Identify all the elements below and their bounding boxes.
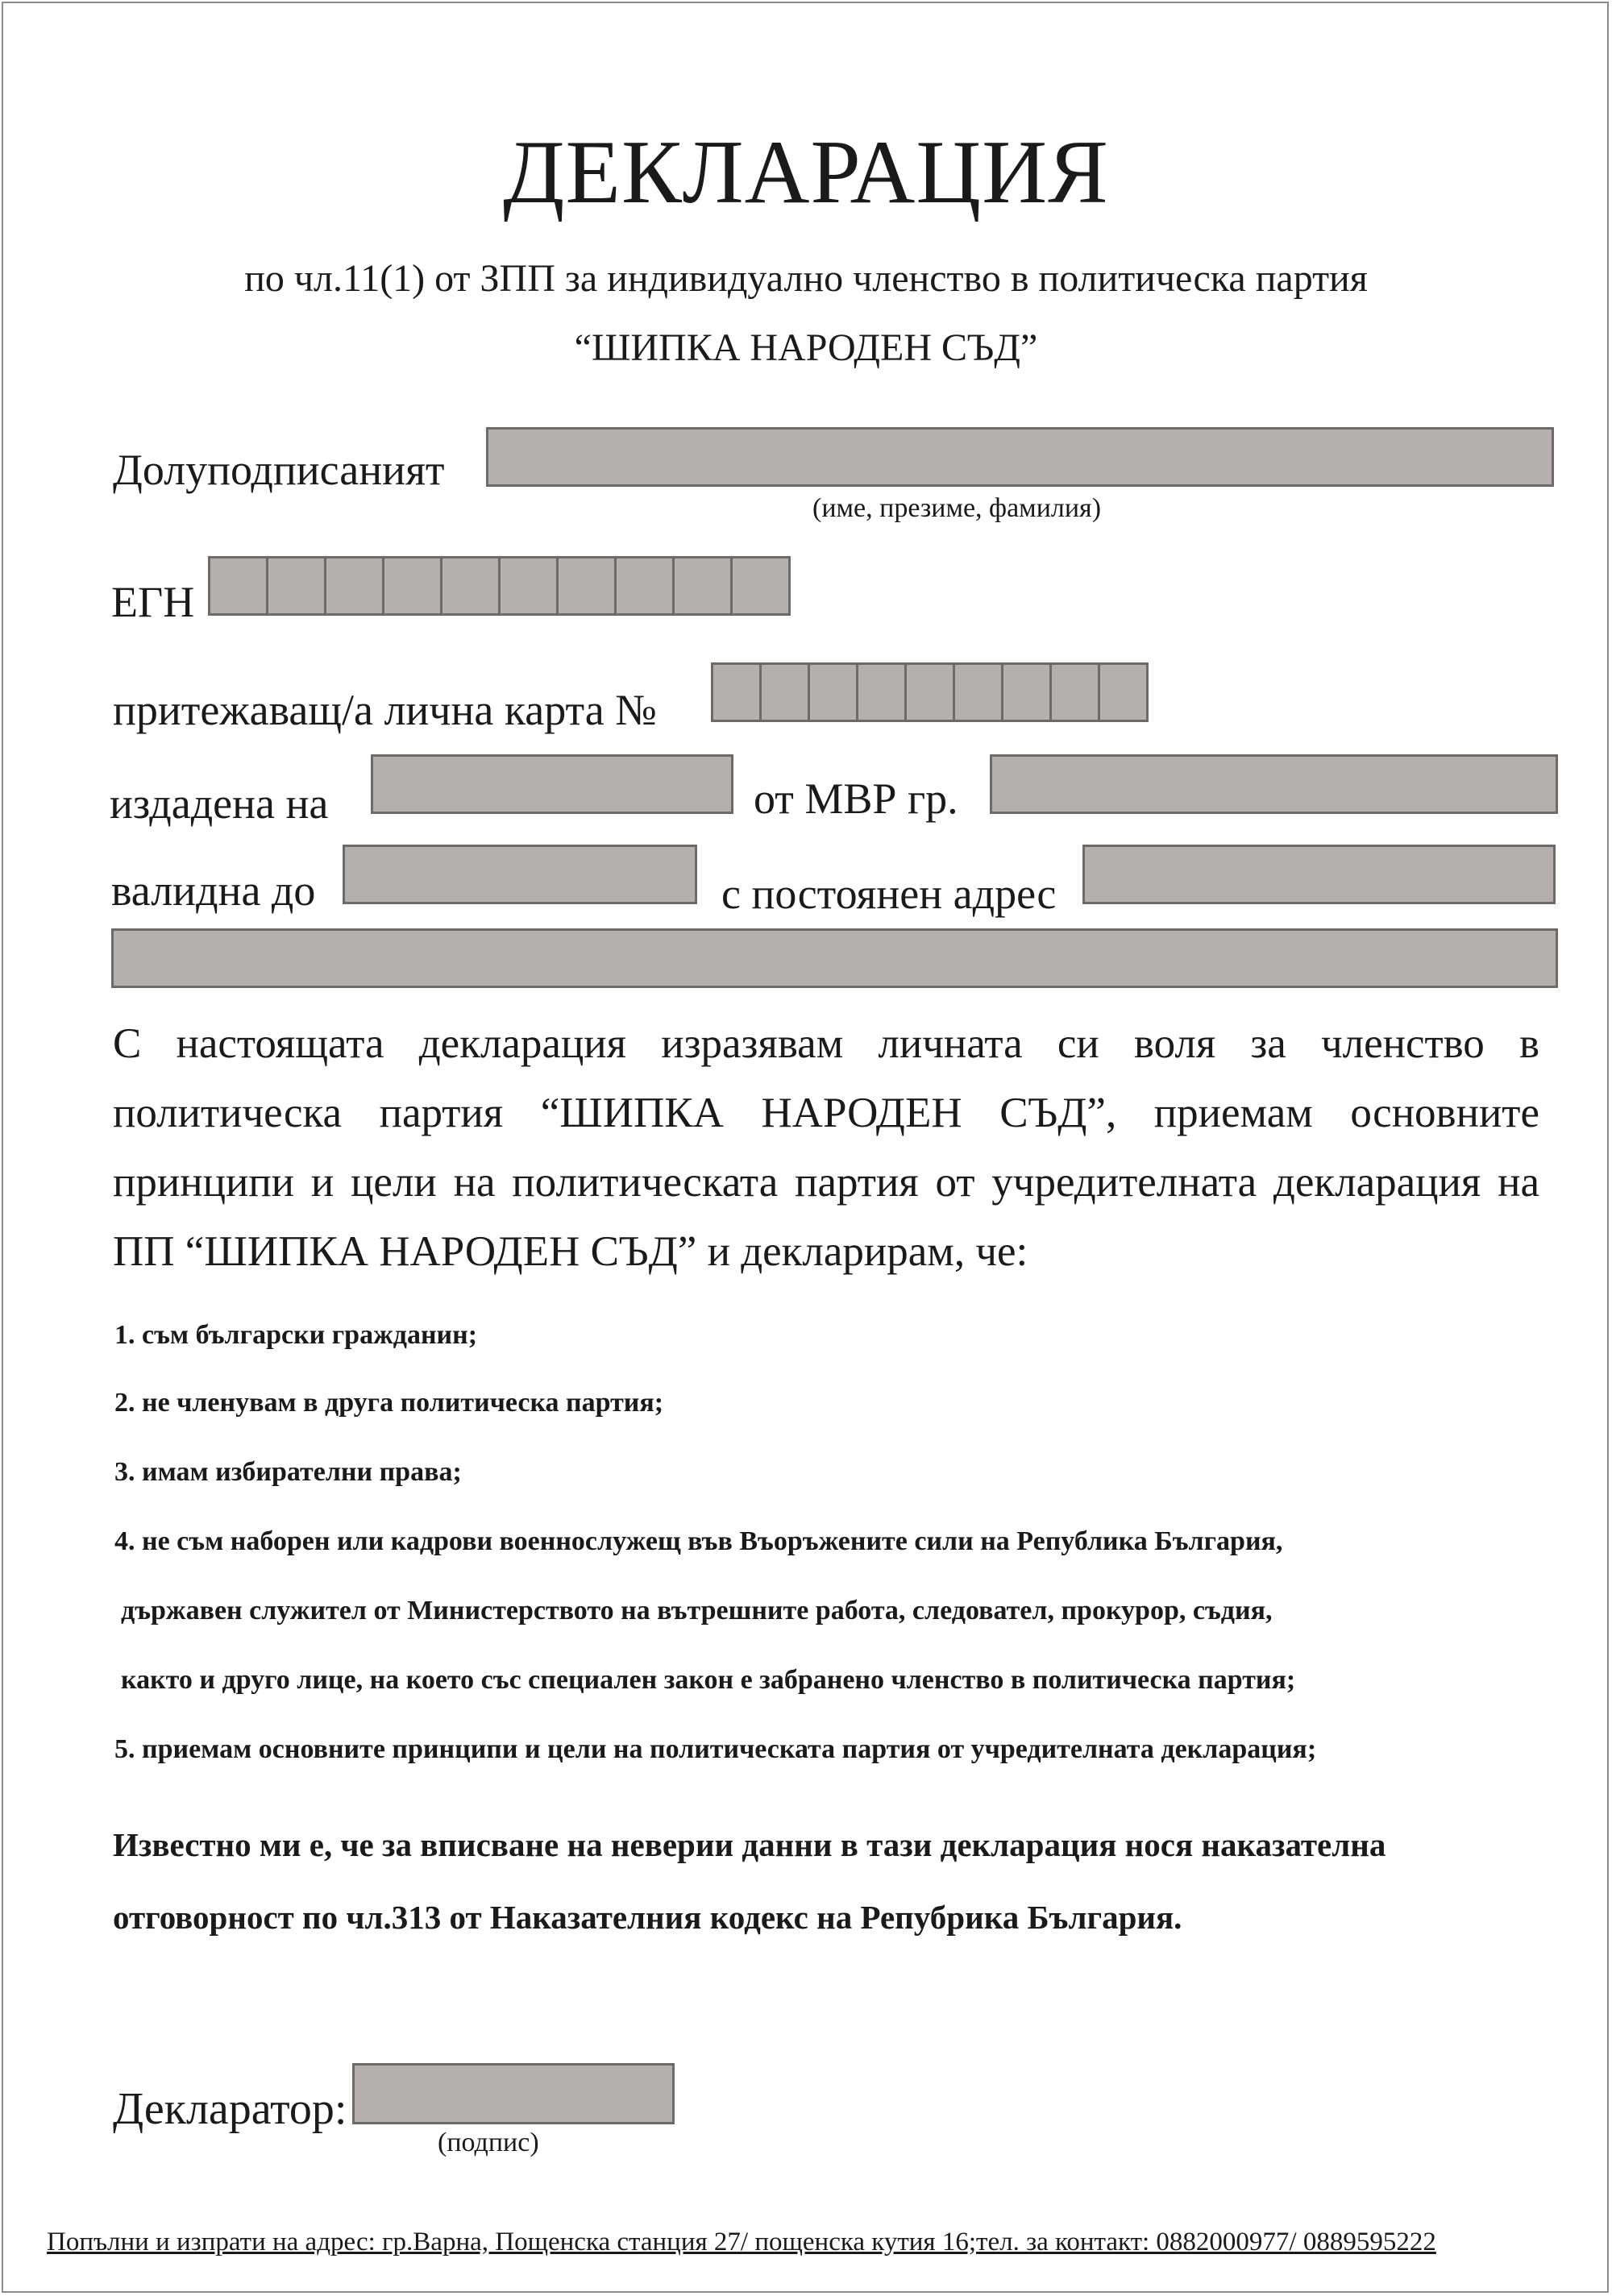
address-label: с постоянен адрес <box>721 870 1057 918</box>
id-card-digit-box-1[interactable] <box>711 662 762 722</box>
egn-label: ЕГН <box>111 578 195 626</box>
address-field[interactable] <box>1082 845 1556 904</box>
id-card-digit-box-6[interactable] <box>953 662 1003 722</box>
id-card-digit-box-3[interactable] <box>808 662 858 722</box>
issued-on-field[interactable] <box>371 754 733 814</box>
egn-boxes[interactable] <box>208 556 788 616</box>
full-name-field[interactable] <box>486 427 1554 487</box>
egn-digit-box-1[interactable] <box>208 556 268 616</box>
valid-until-field[interactable] <box>343 845 697 904</box>
declaration-item-4-line-2: държавен служител от Министерството на вътрешните работа, следовател, прокурор, съдия, <box>121 1596 1273 1625</box>
id-card-digit-box-5[interactable] <box>904 662 955 722</box>
signature-hint: (подпис) <box>438 2128 539 2157</box>
declaration-item-1: 1. съм български гражданин; <box>114 1320 478 1350</box>
footer-contact: Попълни и изпрати на адрес: гр.Варна, Пощенска станция 27/ пощенска кутия 16;тел. за контакт: 0882000977/ 0889595222 <box>47 2227 1436 2257</box>
id-card-digit-box-8[interactable] <box>1049 662 1100 722</box>
egn-digit-box-2[interactable] <box>266 556 326 616</box>
egn-digit-box-7[interactable] <box>556 556 617 616</box>
id-card-digit-box-4[interactable] <box>856 662 907 722</box>
document-subtitle: по чл.11(1) от ЗПП за индивидуално членство в политическа партия <box>244 257 1368 300</box>
mvr-city-field[interactable] <box>990 754 1558 814</box>
issued-on-label: издадена на <box>110 779 329 828</box>
egn-digit-box-4[interactable] <box>382 556 442 616</box>
egn-digit-box-6[interactable] <box>498 556 559 616</box>
party-name: “ШИПКА НАРОДЕН СЪД” <box>574 326 1038 369</box>
declaration-text: С настоящата декларация изразявам личната си воля за членство в политическа партия “ШИПКА НАРОДЕН СЪД”, приемам основните принципи и цели на политическата партия от учредителната декларация на ПП “ШИПКА НАРОДЕН СЪД” и декларирам, че: <box>113 1020 1539 1275</box>
id-card-digit-box-9[interactable] <box>1098 662 1149 722</box>
liability-warning-line-2: отговорност по чл.313 от Наказателния кодекс на Репубрика България. <box>113 1899 1182 1936</box>
valid-until-label: валидна до <box>111 866 316 915</box>
egn-digit-box-8[interactable] <box>614 556 675 616</box>
declaration-item-4: 4. не съм наборен или кадрови военнослужещ във Въоръжените сили на Република България, <box>114 1526 1283 1556</box>
egn-digit-box-9[interactable] <box>672 556 733 616</box>
mvr-city-label: от МВР гр. <box>754 774 958 823</box>
declaration-item-4-line-3: както и друго лице, на което със специален закон е забранено членство в политическа партия; <box>121 1665 1296 1695</box>
declaration-item-5: 5. приемам основните принципи и цели на политическата партия от учредителната декларация; <box>114 1734 1317 1764</box>
undersigned-label: Долуподписаният <box>113 446 445 494</box>
address-field-continued[interactable] <box>111 928 1558 988</box>
id-card-label: притежаващ/а лична карта № <box>113 686 657 734</box>
signature-field[interactable] <box>352 2063 675 2124</box>
id-card-digit-box-7[interactable] <box>1001 662 1052 722</box>
egn-digit-box-3[interactable] <box>324 556 384 616</box>
egn-digit-box-5[interactable] <box>440 556 501 616</box>
id-card-boxes[interactable] <box>711 662 1146 722</box>
declarant-label: Декларатор: <box>113 2084 347 2134</box>
name-hint: (име, презиме, фамилия) <box>812 493 1102 523</box>
declaration-item-3: 3. имам избирателни права; <box>114 1457 462 1487</box>
liability-warning-line-1: Известно ми е, че за вписване на неверии данни в тази декларация нося наказателна <box>113 1826 1386 1863</box>
egn-digit-box-10[interactable] <box>730 556 791 616</box>
id-card-digit-box-2[interactable] <box>759 662 810 722</box>
declaration-item-2: 2. не членувам в друга политическа партия; <box>114 1388 664 1418</box>
document-title: ДЕКЛАРАЦИЯ <box>503 122 1109 222</box>
